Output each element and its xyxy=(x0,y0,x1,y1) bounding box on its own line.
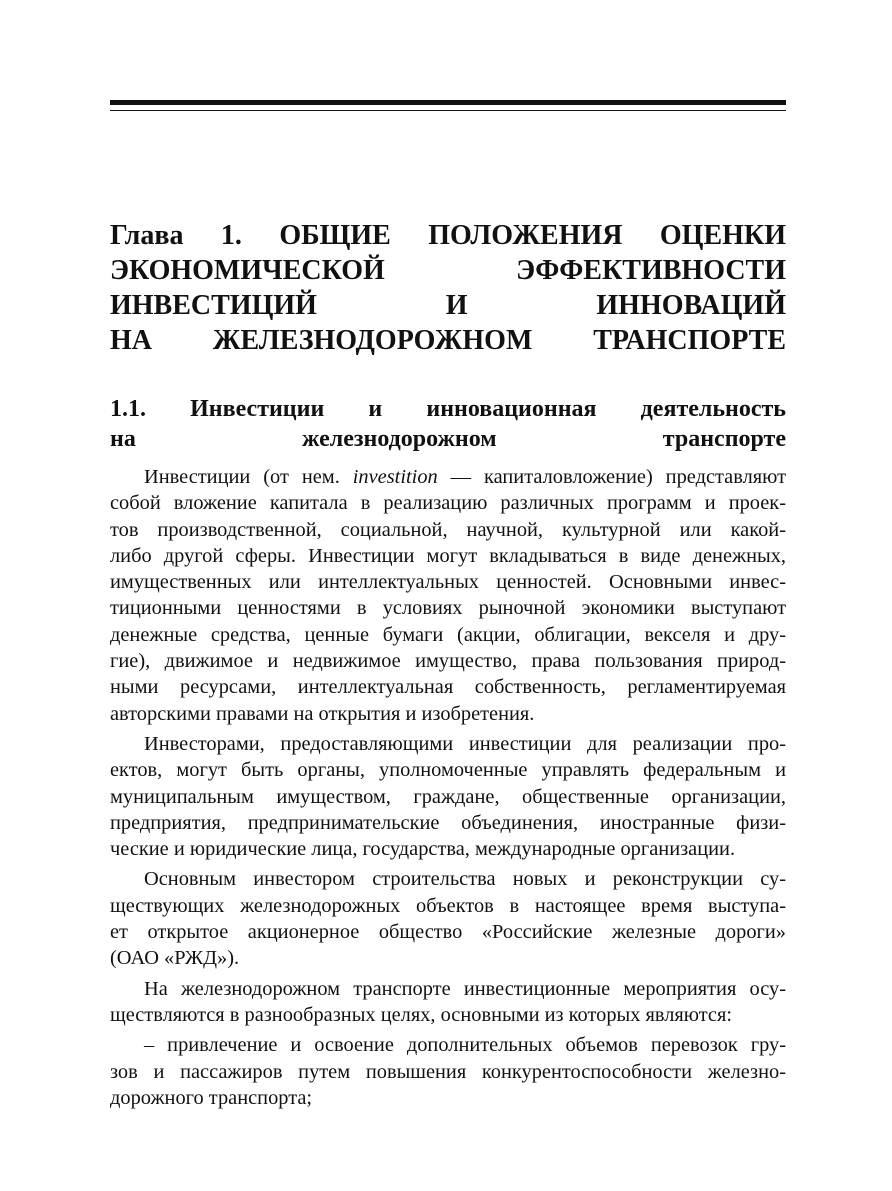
text-line: имущественных или интеллектуальных ценностей. Основными инвес- xyxy=(110,571,786,594)
section-title xyxy=(110,394,786,454)
paragraph-investments-definition xyxy=(110,464,786,727)
text-line: ектов, могут быть органы, уполномоченные управлять федеральным и xyxy=(110,759,786,782)
paragraph-goals xyxy=(110,976,786,1029)
text-line: гие), движимое и недвижимое имущество, права пользования природ- xyxy=(110,650,786,673)
text-run: — капиталовложение) представляют xyxy=(437,466,786,488)
paragraph-main-investor xyxy=(110,866,786,971)
text-line: ществующих железнодорожных объектов в настоящее время выступа- xyxy=(110,894,786,917)
text-line: авторскими правами на открытия и изобретения. xyxy=(110,702,535,725)
text-line: ческие и юридические лица, государства, международные организации. xyxy=(110,838,736,861)
section-title-line: на железнодорожном транспорте xyxy=(110,426,786,452)
paragraph-investors xyxy=(110,731,786,862)
text-line: – привлечение и освоение дополнительных объемов перевозок гру- xyxy=(144,1034,786,1057)
header-rule-thick xyxy=(110,100,786,105)
text-line: ными ресурсами, интеллектуальная собственность, регламентируемая xyxy=(110,676,786,699)
chapter-title xyxy=(110,218,786,358)
text-line: Инвесторами, предоставляющими инвестиции для реализации про- xyxy=(144,732,786,755)
header-rule-thin xyxy=(110,110,786,111)
text-line: Основным инвестором строительства новых и реконструкции су- xyxy=(144,868,786,891)
chapter-title-line: Глава 1. ОБЩИЕ ПОЛОЖЕНИЯ ОЦЕНКИ xyxy=(110,220,786,251)
list-item-goal xyxy=(110,1032,786,1111)
text-run: Инвестиции (от нем. xyxy=(144,466,353,488)
text-line: либо другой сферы. Инвестиции могут вкладываться в виде денежных, xyxy=(110,544,786,567)
text-line: муниципальным имуществом, граждане, общественные организации, xyxy=(110,785,786,808)
text-line: тиционными ценностями в условиях рыночной экономики выступают xyxy=(110,597,786,620)
text-line: денежные средства, ценные бумаги (акции, облигации, векселя и дру- xyxy=(110,623,786,646)
text-line: собой вложение капитала в реализацию различных программ и проек- xyxy=(110,492,786,515)
text-line: ществляются в разнообразных целях, основными из которых являются: xyxy=(110,1003,733,1026)
body-text xyxy=(110,464,786,1115)
text-line: тов производственной, социальной, научной, культурной или какой- xyxy=(110,518,786,541)
text-line: (ОАО «РЖД»). xyxy=(110,947,240,970)
text-line: На железнодорожном транспорте инвестиционные мероприятия осу- xyxy=(144,977,786,1000)
text-line: зов и пассажиров путем повышения конкурентоспособности железно- xyxy=(110,1060,786,1083)
chapter-title-line: НА ЖЕЛЕЗНОДОРОЖНОМ ТРАНСПОРТЕ xyxy=(110,325,786,356)
text-line: дорожного транспорта; xyxy=(110,1086,313,1109)
chapter-title-line: ИНВЕСТИЦИЙ И ИННОВАЦИЙ xyxy=(110,290,786,321)
foreign-term: investition xyxy=(352,466,438,488)
chapter-title-line: ЭКОНОМИЧЕСКОЙ ЭФФЕКТИВНОСТИ xyxy=(110,255,786,286)
text-line xyxy=(110,464,786,490)
text-line: ет открытое акционерное общество «Российские железные дороги» xyxy=(110,921,786,944)
section-title-line: 1.1. Инвестиции и инновационная деятельность xyxy=(110,396,786,422)
text-line: предприятия, предпринимательские объединения, иностранные физи- xyxy=(110,811,786,834)
